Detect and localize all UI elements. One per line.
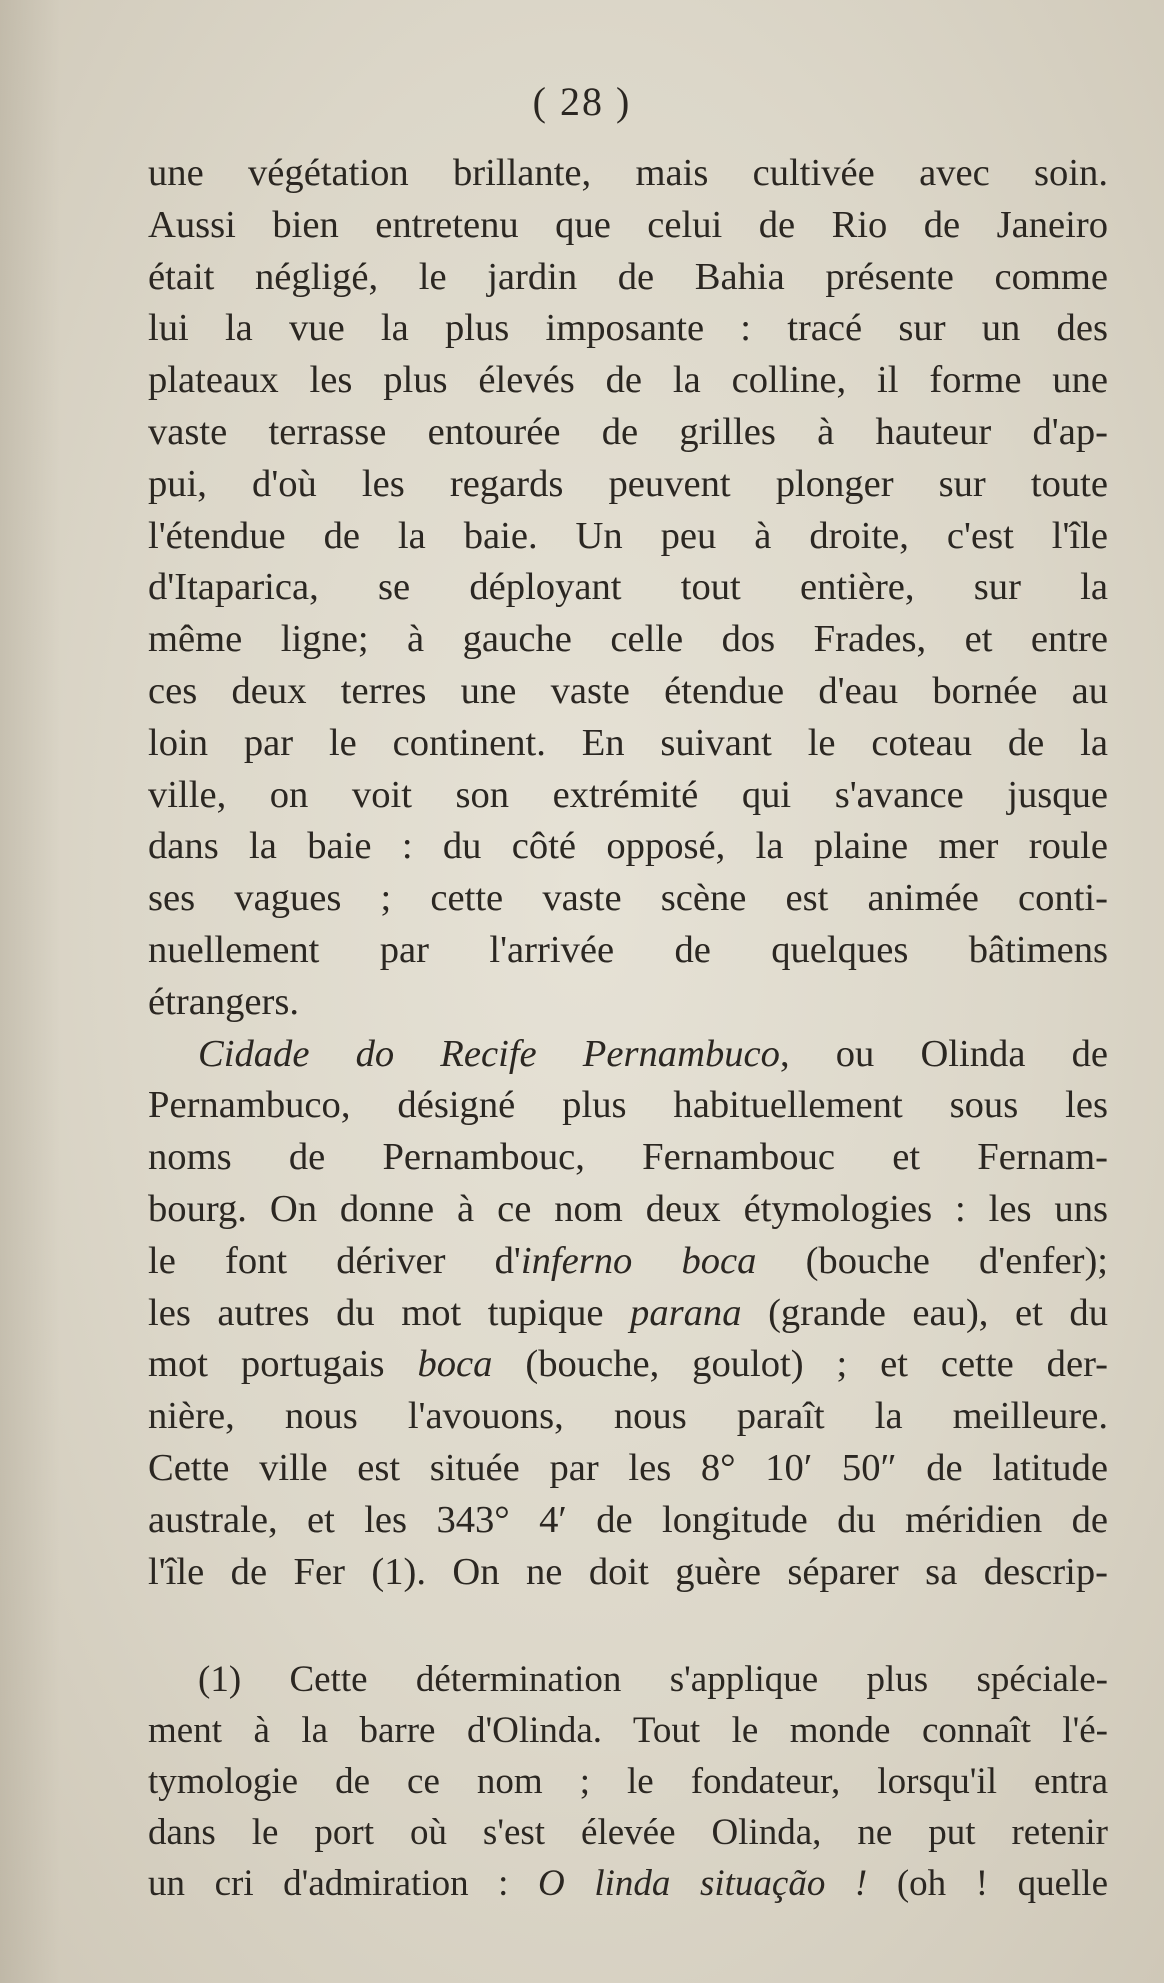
text-line: dans la baie : du côté opposé, la plaine mer roule [148,825,1108,868]
text-line: Pernambuco, désigné plus habituellement sous les [148,1084,1108,1127]
text-fragment: le font dériver d' [148,1239,521,1282]
italic-term: boca [417,1343,493,1386]
text-fragment: (bouche, goulot) ; et cette der- [492,1343,1108,1386]
text-fragment: les autres du mot tupique [148,1291,631,1334]
text-fragment: (bouche d'enfer); [756,1239,1109,1282]
text-line: plateaux les plus élevés de la colline, il forme une [148,359,1108,402]
text-line [148,1236,1108,1288]
text-line: lui la vue la plus imposante : tracé sur un des [148,307,1108,350]
text-line: ces deux terres une vaste étendue d'eau bornée au [148,669,1108,712]
footnote-line [148,1858,1108,1909]
footnote-line: (1) Cette détermination s'applique plus spéciale- [198,1659,1108,1700]
text-line [148,1339,1108,1391]
text-fragment: mot portugais [148,1343,418,1386]
text-fragment: , ou Olinda de [779,1032,1108,1075]
text-line: ses vagues ; cette vaste scène est animée conti- [148,877,1108,920]
text-line: bourg. On donne à ce nom deux étymologies : les uns [148,1187,1108,1230]
text-line: une végétation brillante, mais cultivée avec soin. [148,152,1108,194]
text-line: nière, nous l'avouons, nous paraît la meilleure. [148,1395,1108,1438]
text-line: vaste terrasse entourée de grilles à hauteur d'ap- [148,410,1108,453]
footnote-line: dans le port où s'est élevée Olinda, ne put retenir [148,1812,1108,1853]
text-fragment: (grande eau), et du [741,1291,1108,1334]
footnote [148,1654,1108,1909]
text-line: étrangers. [148,980,300,1023]
text-line: l'étendue de la baie. Un peu à droite, c'est l'île [148,514,1108,557]
text-line: même ligne; à gauche celle dos Frades, et entre [148,618,1108,661]
text-line [148,1288,1108,1340]
text-line: Aussi bien entretenu que celui de Rio de Janeiro [148,203,1108,246]
page-shadow [0,0,60,1983]
text-fragment: un cri d'admiration : [148,1863,539,1904]
text-line: australe, et les 343° 4′ de longitude du méridien de [148,1498,1108,1541]
text-line: ville, on voit son extrémité qui s'avance jusque [148,773,1108,816]
footnote-line: ment à la barre d'Olinda. Tout le monde connaît l'é- [148,1710,1108,1751]
place-name-italic: Cidade do Recife Pernambuco [198,1032,780,1075]
pernambuco-heading-line [148,1029,1108,1081]
italic-term: inferno boca [520,1239,757,1282]
text-line: était négligé, le jardin de Bahia présente comme [148,255,1108,298]
text-line: l'île de Fer (1). On ne doit guère séparer sa descrip- [148,1550,1108,1593]
italic-quote: O linda situação ! [538,1863,868,1904]
main-text [148,148,1108,1598]
text-fragment: (oh ! quelle [867,1863,1109,1904]
text-line: noms de Pernambouc, Fernambouc et Fernam- [148,1136,1108,1179]
page-number: ( 28 ) [532,79,632,124]
footnote-line: tymologie de ce nom ; le fondateur, lorsqu'il entra [148,1761,1108,1802]
text-line: d'Itaparica, se déployant tout entière, sur la [148,566,1108,609]
italic-term: parana [630,1291,742,1334]
text-line: loin par le continent. En suivant le coteau de la [148,721,1108,764]
text-line: Cette ville est située par les 8° 10′ 50″ de latitude [148,1446,1108,1489]
text-line: nuellement par l'arrivée de quelques bâtimens [148,928,1108,971]
text-line: pui, d'où les regards peuvent plonger sur toute [148,462,1108,505]
